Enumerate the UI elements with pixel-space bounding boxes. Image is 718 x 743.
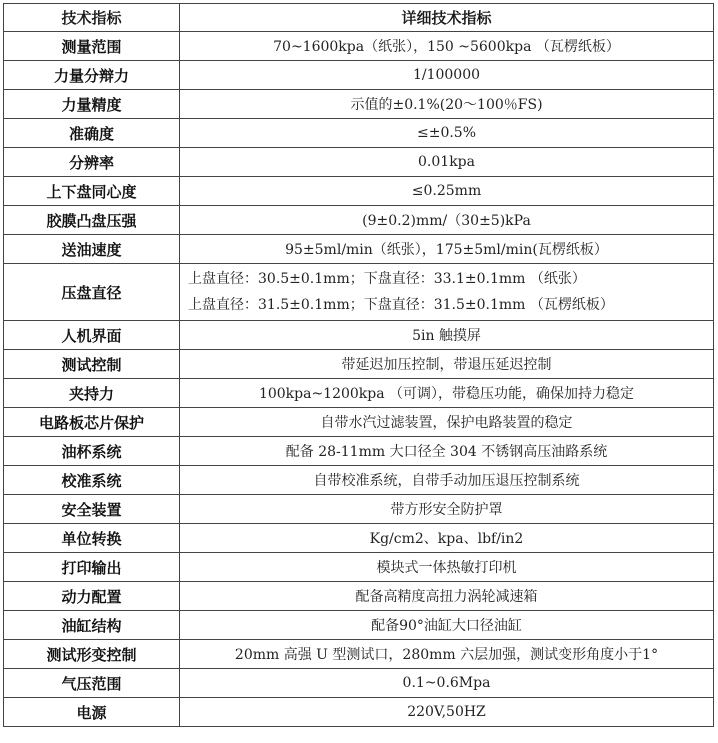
row-value: 配备高精度高扭力涡轮减速箱 [180,582,714,611]
row-label: 胶膜凸盘压强 [4,206,180,235]
table-row [4,698,714,727]
row-value: 配备90°油缸大口径油缸 [180,611,714,640]
row-value: Kg/cm2、kpa、lbf/in2 [180,524,714,553]
row-value: 5in 触摸屏 [180,321,714,350]
row-value: 1/100000 [180,61,714,90]
header-spec-name: 技术指标 [4,4,180,32]
table-row [4,32,714,61]
row-value: 模块式一体热敏打印机 [180,553,714,582]
row-value-line: 上盘直径：30.5±0.1mm；下盘直径：33.1±0.1mm （纸张） [188,271,586,287]
row-label: 气压范围 [4,669,180,698]
row-label: 油缸结构 [4,611,180,640]
row-value: 示值的±0.1%(20～100％FS) [180,90,714,119]
row-value: 带延迟加压控制，带退压延迟控制 [180,350,714,379]
table-row [4,408,714,437]
table-row [4,350,714,379]
table-row [4,379,714,408]
table-row [4,466,714,495]
table-row [4,611,714,640]
table-row [4,495,714,524]
row-label: 测量范围 [4,32,180,61]
table-row [4,90,714,119]
row-label: 电源 [4,698,180,727]
row-value: 70~1600kpa（纸张），150 ~5600kpa （瓦楞纸板） [180,32,714,61]
table-row [4,177,714,206]
row-value: (9±0.2)mm/（30±5)kPa [180,206,714,235]
row-label: 测试控制 [4,350,180,379]
row-value: 自带水汽过滤装置，保护电路装置的稳定 [180,408,714,437]
table-row [4,553,714,582]
row-value-line: 上盘直径：31.5±0.1mm；下盘直径：31.5±0.1mm （瓦楞纸板） [188,297,614,313]
header-spec-detail: 详细技术指标 [180,4,714,32]
table-row [4,321,714,350]
row-value: 0.01kpa [180,148,714,177]
row-label: 力量精度 [4,90,180,119]
row-value: 100kpa~1200kpa （可调），带稳压功能，确保加持力稳定 [180,379,714,408]
table-row [4,61,714,90]
table-header-row [4,4,714,32]
table-row [4,206,714,235]
row-label: 人机界面 [4,321,180,350]
row-value: 95±5ml/min（纸张），175±5ml/min(瓦楞纸板） [180,235,714,264]
row-label: 打印输出 [4,553,180,582]
row-label: 动力配置 [4,582,180,611]
row-value: 20mm 高强 U 型测试口，280mm 六层加强，测试变形角度小于1° [180,640,714,669]
row-label: 上下盘同心度 [4,177,180,206]
row-label: 夹持力 [4,379,180,408]
row-label: 压盘直径 [4,264,180,321]
spec-table [3,3,714,727]
row-label: 油杯系统 [4,437,180,466]
row-value: 0.1~0.6Mpa [180,669,714,698]
row-label: 电路板芯片保护 [4,408,180,437]
row-label: 送油速度 [4,235,180,264]
table-row [4,582,714,611]
row-label: 单位转换 [4,524,180,553]
table-row [4,669,714,698]
row-value: 220V,50HZ [180,698,714,727]
row-label: 力量分辩力 [4,61,180,90]
row-value: ≤0.25mm [180,177,714,206]
table-row [4,235,714,264]
table-row [4,119,714,148]
row-label: 安全装置 [4,495,180,524]
row-value: 自带校准系统，自带手动加压退压控制系统 [180,466,714,495]
row-value: 配备 28-11mm 大口径全 304 不锈钢高压油路系统 [180,437,714,466]
table-row [4,264,714,321]
table-row [4,437,714,466]
table-row [4,524,714,553]
row-label: 校准系统 [4,466,180,495]
table-row [4,148,714,177]
table-row [4,640,714,669]
row-label: 测试形变控制 [4,640,180,669]
row-value-multiline [180,264,714,321]
row-label: 准确度 [4,119,180,148]
row-label: 分辨率 [4,148,180,177]
row-value: 带方形安全防护罩 [180,495,714,524]
row-value: ≤±0.5% [180,119,714,148]
